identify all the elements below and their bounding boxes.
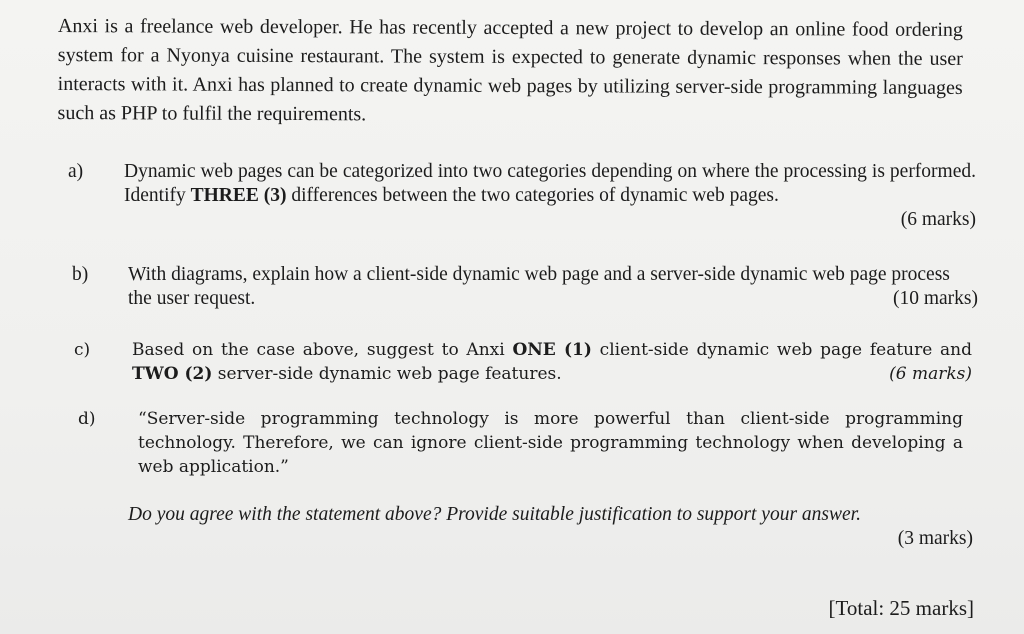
question-text: Do you agree with the statement above? Provide suitable justification to support your answer. bbox=[128, 504, 861, 525]
question-letter: a) bbox=[68, 161, 84, 182]
question-emphasis: TWO (2) bbox=[132, 364, 213, 384]
question-text-part: client-side dynamic web page feature and bbox=[591, 340, 973, 360]
question-body bbox=[128, 263, 978, 311]
question-emphasis: ONE (1) bbox=[512, 340, 592, 360]
question-text-part: server-side dynamic web page features. bbox=[212, 364, 562, 384]
question-marks: (6 marks) bbox=[889, 364, 972, 384]
question-text-part: Based on the case above, suggest to Anxi bbox=[132, 340, 513, 360]
total-marks: [Total: 25 marks] bbox=[828, 596, 974, 620]
question-emphasis: THREE (3) bbox=[190, 185, 287, 206]
question-letter: d) bbox=[78, 409, 96, 429]
question-text-part: differences between the two categories of dynamic web pages. bbox=[286, 185, 779, 206]
question-letter: b) bbox=[72, 264, 89, 285]
question-marks: (6 marks) bbox=[900, 209, 976, 230]
question-marks: (10 marks) bbox=[892, 288, 978, 309]
question-body bbox=[124, 160, 976, 232]
question-letter: c) bbox=[74, 340, 91, 360]
question-text bbox=[124, 160, 976, 208]
question-body bbox=[132, 338, 972, 386]
question-d-prompt bbox=[128, 503, 973, 551]
question-marks: (3 marks) bbox=[897, 528, 973, 549]
question-text-part: Dynamic web pages can be categorized into two categories depending on where the processing is performed. Identify bbox=[124, 161, 976, 206]
question-body bbox=[138, 407, 963, 479]
question-quote: “Server-side programming technology is more powerful than client-side programming technology. Therefore, we can ignore client-side programming technology when developing a web application.” bbox=[138, 409, 963, 477]
case-description: Anxi is a freelance web developer. He has recently accepted a new project to develop an online food ordering system for a Nyonya cuisine restaurant. The system is expected to generate dynamic responses when the user interacts with it. Anxi has planned to create dynamic web pages by utilizing server-side programming languages such as PHP to fulfil the requirements. bbox=[57, 14, 963, 126]
question-text-part: With diagrams, explain how a client-side dynamic web page and a server-side dynamic web page process the user request. bbox=[128, 264, 950, 309]
